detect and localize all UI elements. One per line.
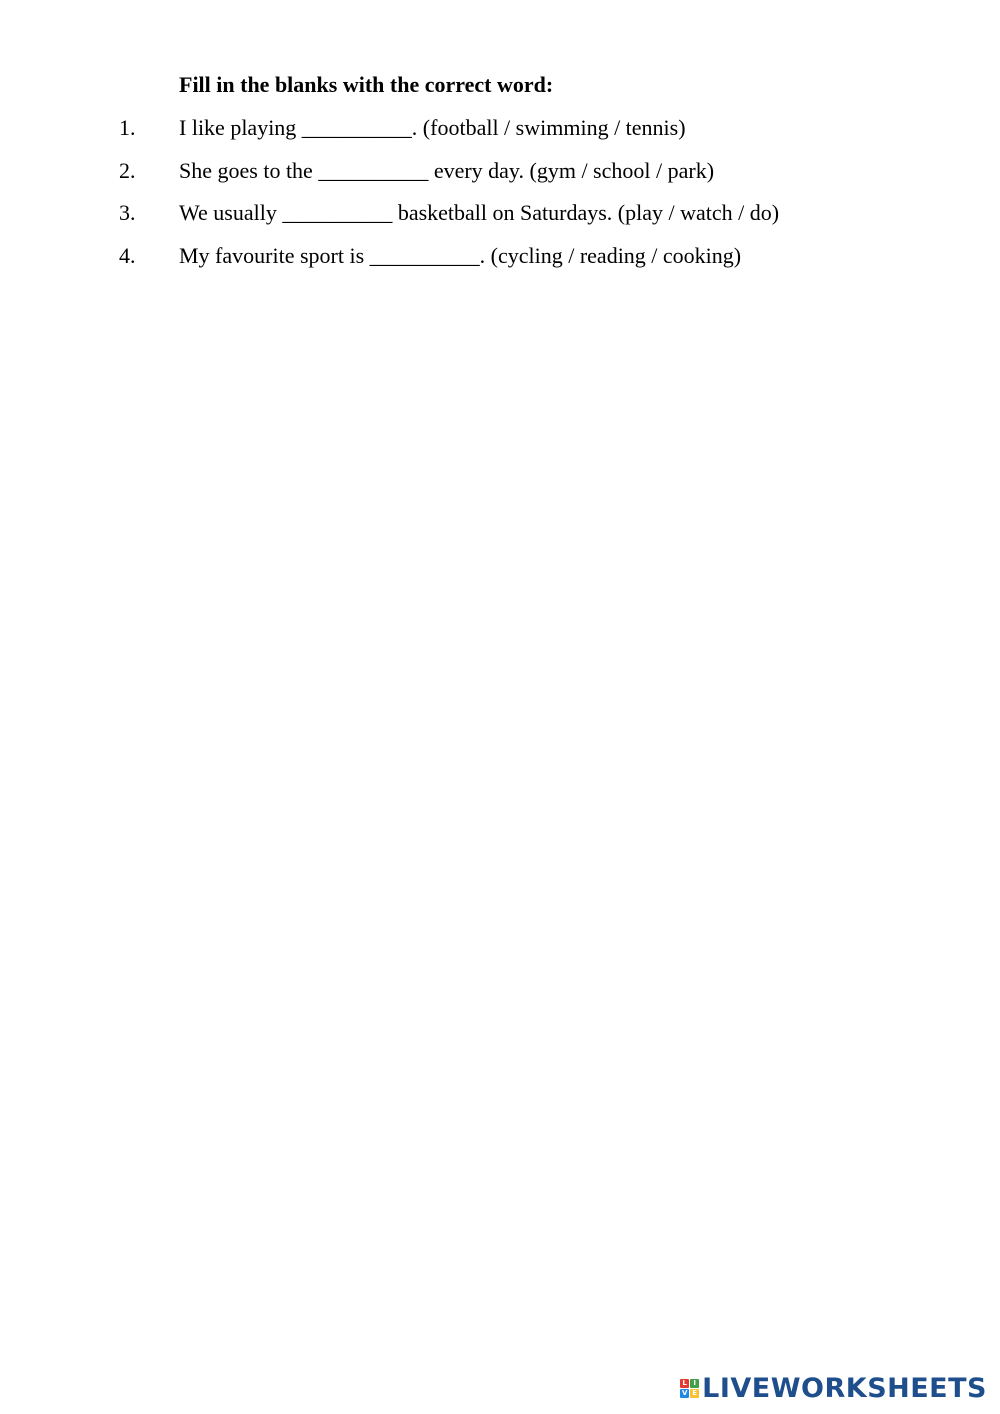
question-number: 2. [119,157,136,183]
logo-tile-l: L [680,1379,689,1388]
logo-tile-e: E [690,1389,699,1398]
liveworksheets-logo-icon [680,1379,699,1398]
liveworksheets-logo [680,1375,987,1402]
question-text: I like playing __________. (football / swimming / tennis) [179,115,686,140]
logo-tile-i: I [690,1379,699,1388]
liveworksheets-logo-text: LIVEWORKSHEETS [702,1373,987,1404]
question-number: 1. [119,115,136,140]
question-text: She goes to the __________ every day. (gym / school / park) [179,157,715,183]
logo-tile-v: V [681,1389,688,1397]
question-number: 3. [119,200,136,226]
question-number: 4. [119,242,136,268]
question-text: We usually __________ basketball on Saturdays. (play / watch / do) [179,200,780,226]
instruction-heading: Fill in the blanks with the correct word: [179,72,554,97]
question-text: My favourite sport is __________. (cycling / reading / cooking) [179,242,742,268]
